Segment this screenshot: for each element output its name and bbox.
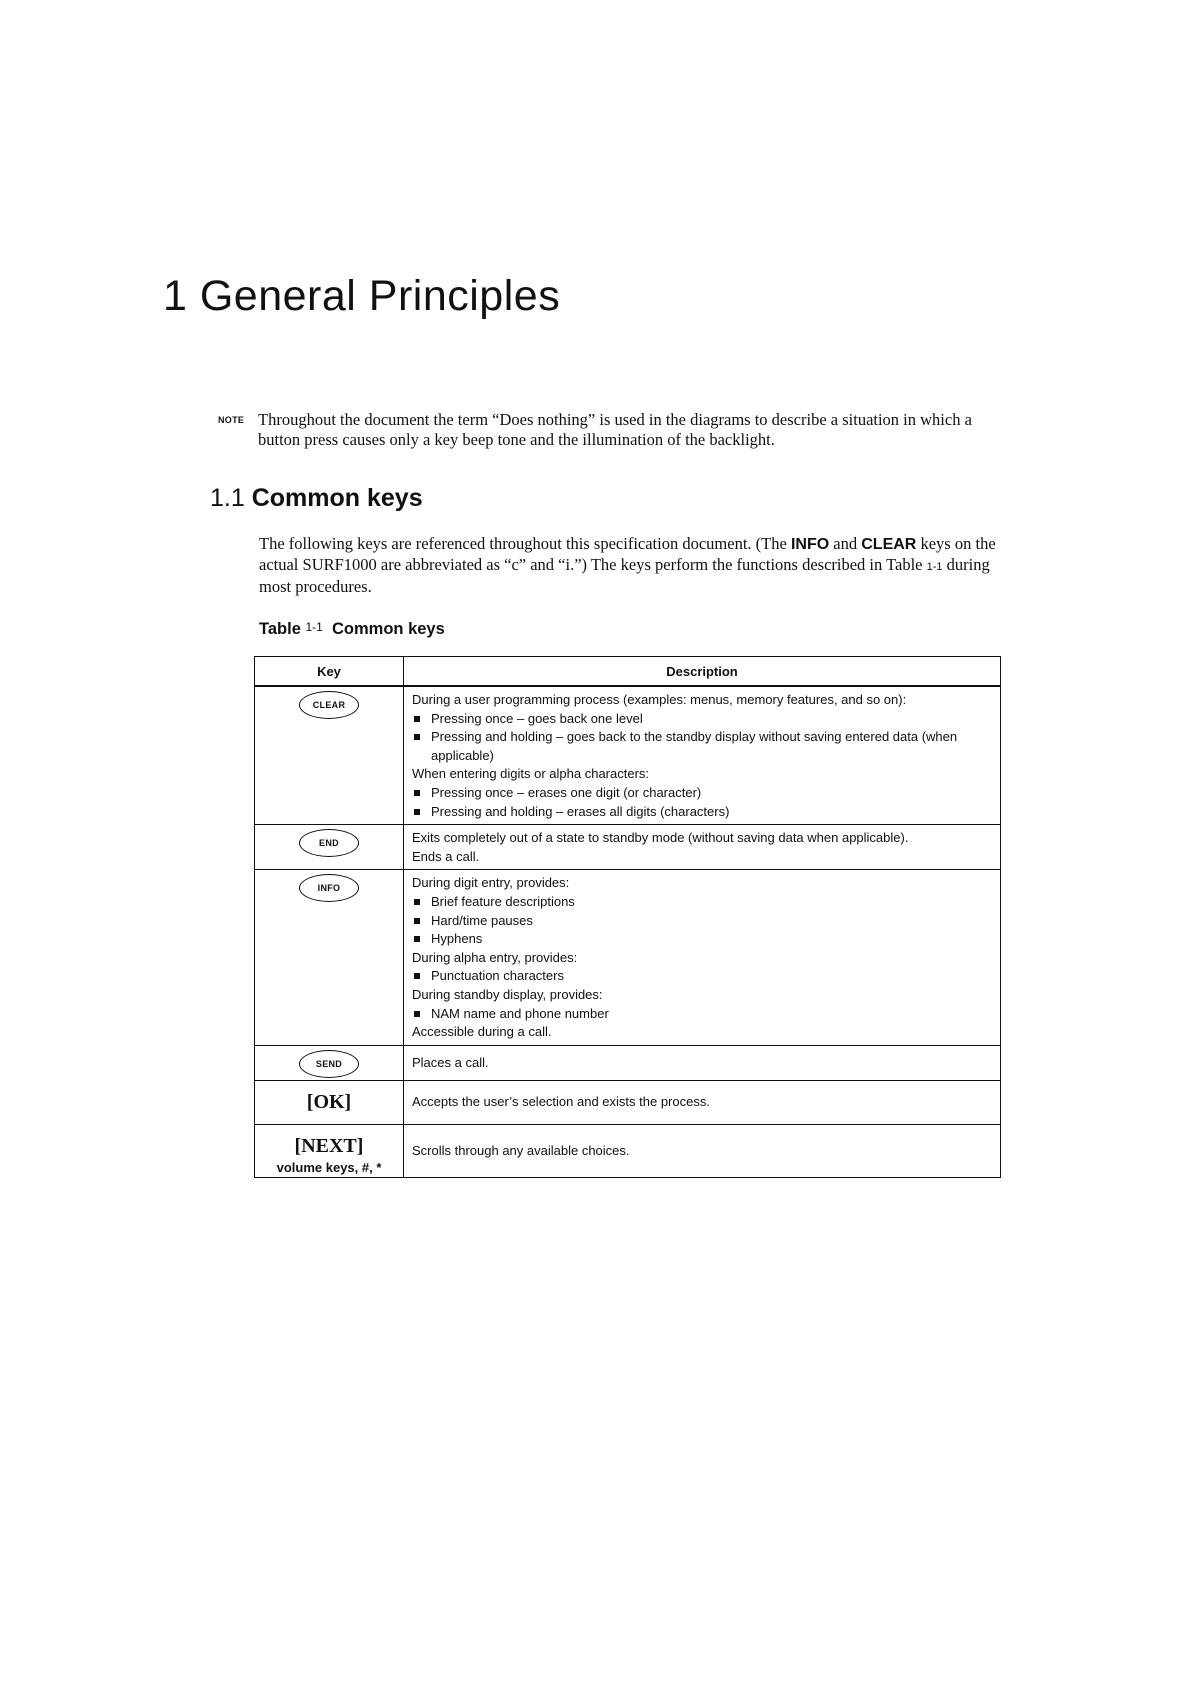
- description-line: During digit entry, provides:: [412, 875, 570, 891]
- common-keys-table: [254, 656, 1001, 1178]
- intro-text-4: during most procedures.: [259, 555, 990, 596]
- description-bullet: Pressing once – goes back one level: [412, 710, 992, 729]
- key-cell: [255, 1080, 404, 1124]
- description-bullet: Pressing and holding – goes back to the standby display without saving entered data (when applicable): [412, 728, 992, 765]
- intro-clear-key: CLEAR: [861, 536, 917, 553]
- table-row: [255, 1124, 1001, 1177]
- description-line: Places a call.: [412, 1054, 489, 1070]
- key-cell: [255, 686, 404, 825]
- description-cell: [404, 870, 1001, 1045]
- key-cell: [255, 1045, 404, 1080]
- section-number: 1.1: [210, 484, 245, 512]
- description-bullet: NAM name and phone number: [412, 1005, 992, 1024]
- description-cell: [404, 825, 1001, 870]
- intro-text-1: The following keys are referenced throughout this specification document. (The: [259, 534, 791, 553]
- description-bullet: Brief feature descriptions: [412, 893, 992, 912]
- description-bullet: Hyphens: [412, 930, 992, 949]
- note-text: Throughout the document the term “Does nothing” is used in the diagrams to describe a situation in which a button press causes only a key beep tone and the illumination of the backlight.: [258, 410, 972, 449]
- description-line: During a user programming process (examples: menus, memory features, and so on):: [412, 692, 907, 707]
- table-caption-title: Common keys: [331, 620, 445, 638]
- section-name: Common keys: [251, 484, 423, 512]
- table-row: [255, 686, 1001, 825]
- description-cell: [404, 686, 1001, 825]
- key-cell: [255, 1124, 404, 1177]
- ok-key-label: [OK]: [306, 1090, 352, 1113]
- key-cell: [255, 870, 404, 1045]
- table-caption-label: Table: [259, 620, 306, 638]
- table-caption-number: 1-1: [305, 620, 323, 634]
- description-line: Accepts the user’s selection and exists the process.: [412, 1094, 710, 1110]
- table-row: [255, 870, 1001, 1045]
- description-line: When entering digits or alpha characters:: [412, 766, 650, 782]
- description-line: Exits completely out of a state to standby mode (without saving data when applicable).: [412, 830, 909, 846]
- table-caption: [259, 620, 445, 639]
- intro-table-ref: 1-1: [926, 561, 943, 573]
- table-header-row: [255, 657, 1001, 687]
- info-key-icon: INFO: [299, 874, 359, 902]
- description-bullet: Punctuation characters: [412, 967, 992, 986]
- next-key-label: [NEXT]: [294, 1134, 364, 1157]
- note-label: NOTE: [218, 415, 245, 425]
- end-key-icon: END: [299, 829, 359, 857]
- description-cell: [404, 1045, 1001, 1080]
- table-row: [255, 1045, 1001, 1080]
- table-row: [255, 825, 1001, 870]
- header-key: Key: [255, 657, 404, 687]
- description-cell: [404, 1080, 1001, 1124]
- next-key-subtext: volume keys, #, *: [276, 1159, 382, 1175]
- clear-key-icon: CLEAR: [299, 691, 359, 719]
- intro-paragraph: [259, 534, 1004, 597]
- description-bullet: Pressing once – erases one digit (or character): [412, 784, 992, 803]
- send-key-icon: SEND: [299, 1050, 359, 1078]
- intro-text-3: keys on the actual SURF1000 are abbreviated as “c” and “i.”) The keys perform the functions described in Table: [259, 534, 996, 574]
- description-cell: [404, 1124, 1001, 1177]
- section-title: [210, 484, 423, 513]
- intro-info-key: INFO: [790, 536, 830, 553]
- note-block: [218, 410, 1008, 450]
- description-line: Ends a call.: [412, 848, 480, 864]
- description-line: During standby display, provides:: [412, 986, 603, 1002]
- header-description: Description: [404, 657, 1001, 687]
- chapter-title: 1 General Principles: [163, 272, 561, 320]
- description-line: Accessible during a call.: [412, 1024, 552, 1040]
- table-row: [255, 1080, 1001, 1124]
- intro-text-2: and: [829, 534, 862, 553]
- key-cell: [255, 825, 404, 870]
- description-line: Scrolls through any available choices.: [412, 1142, 630, 1158]
- description-bullet: Hard/time pauses: [412, 912, 992, 931]
- description-bullet: Pressing and holding – erases all digits (characters): [412, 803, 992, 822]
- description-line: During alpha entry, provides:: [412, 949, 578, 965]
